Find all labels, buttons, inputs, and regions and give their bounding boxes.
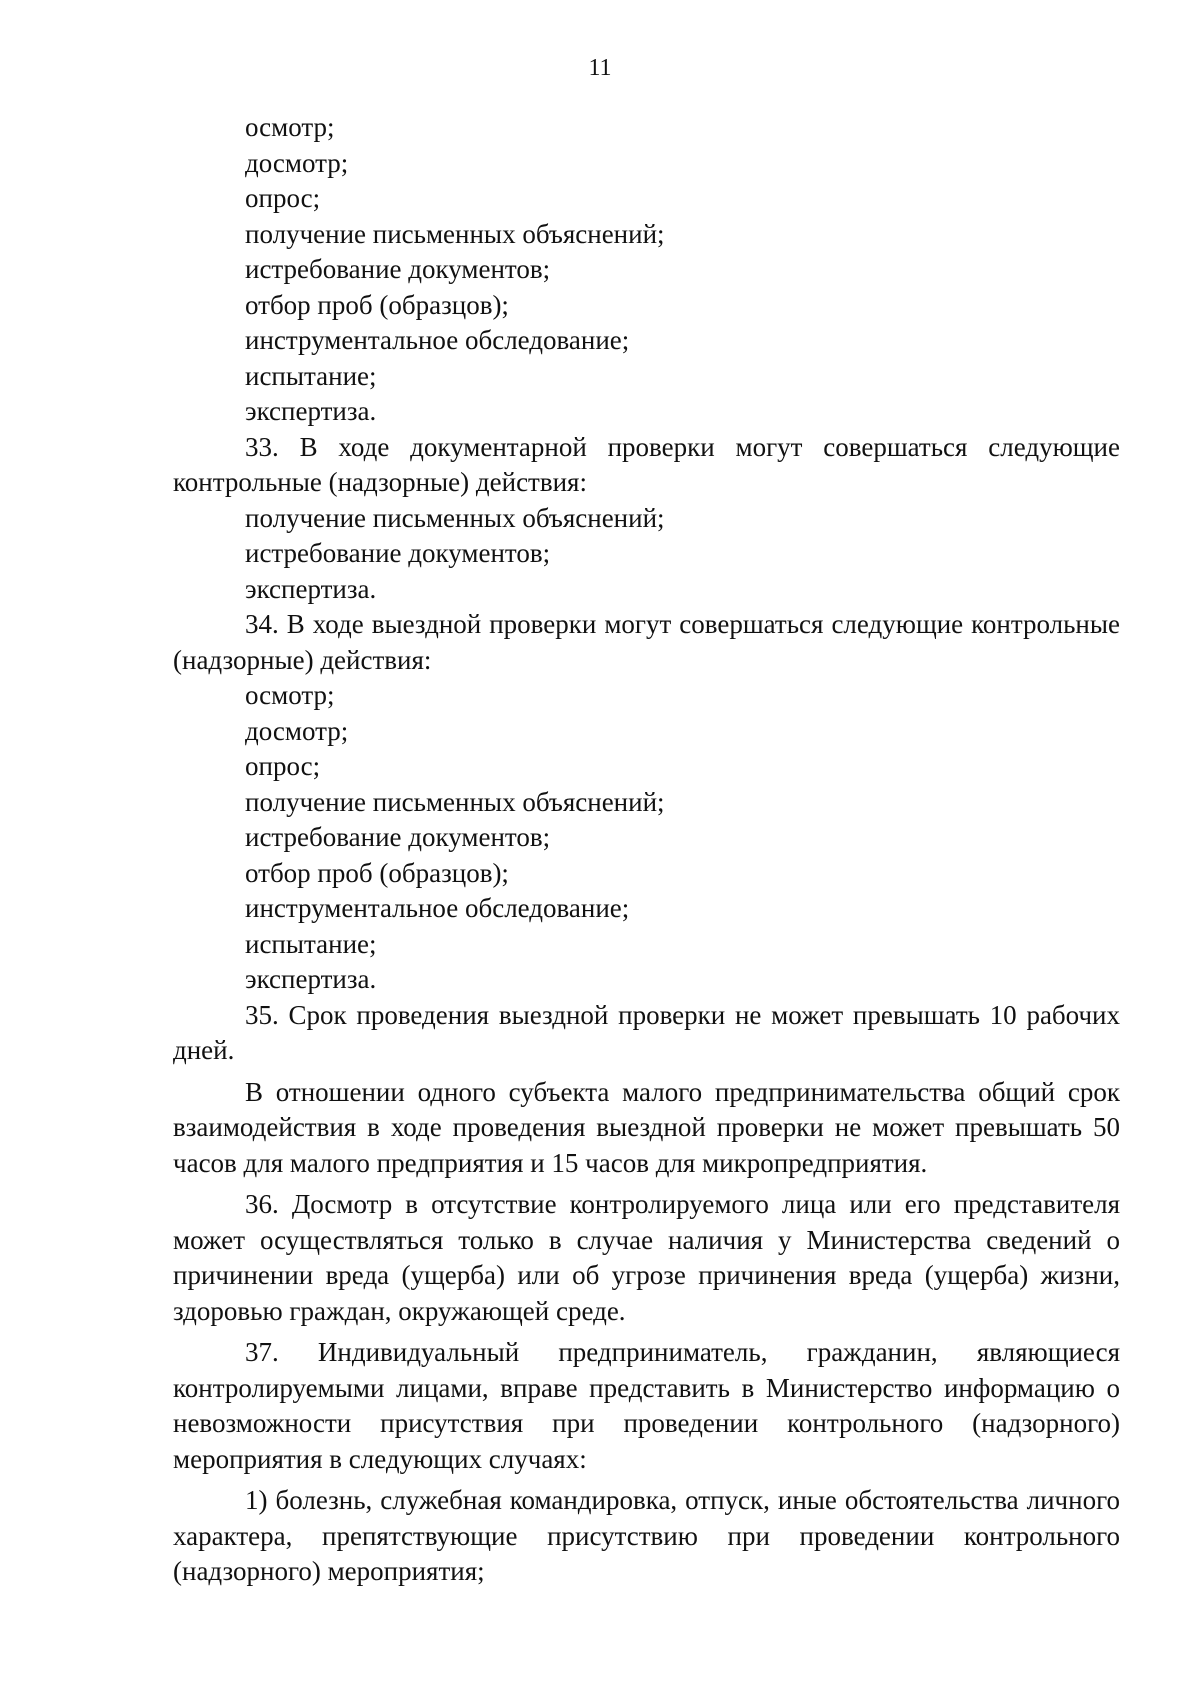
list-item: опрос; [245, 183, 321, 213]
paragraph-37: 37. Индивидуальный предприниматель, гражданин, являющиеся контролируемыми лицами, вправе представить в Министерство информацию о невозможности присутствия при проведении контрольного (надзорного) мероприятия в следующих случаях: [173, 1337, 1120, 1474]
action-list-documentary [173, 501, 1120, 608]
list-item: истребование документов; [245, 538, 551, 568]
list-item: истребование документов; [245, 254, 551, 284]
action-list-general [173, 110, 1120, 430]
list-item: инструментальное обследование; [245, 325, 630, 355]
page-number: 11 [588, 55, 612, 81]
paragraph-33: 33. В ходе документарной проверки могут совершаться следующие контрольные (надзорные) действия: [173, 431, 1120, 497]
paragraph-37-subitem-1: 1) болезнь, служебная командировка, отпуск, иные обстоятельства личного характера, препятствующие присутствию при проведении контрольного (надзорного) мероприятия; [173, 1485, 1120, 1586]
list-item: отбор проб (образцов); [245, 857, 509, 888]
action-list-onsite [173, 678, 1120, 998]
list-item: осмотр; [245, 112, 335, 142]
list-item: досмотр; [245, 147, 349, 178]
paragraph-35-continuation: В отношении одного субъекта малого предпринимательства общий срок взаимодействия в ходе проведения выездной проверки не может превышать 50 часов для малого предприятия и 15 часов для микропредприятия. [173, 1076, 1120, 1178]
list-item: отбор проб (образцов); [245, 289, 509, 320]
list-item: экспертиза. [245, 573, 377, 604]
list-item: получение письменных объяснений; [245, 786, 665, 817]
paragraph-35: 35. Срок проведения выездной проверки не может превышать 10 рабочих дней. [173, 999, 1120, 1065]
paragraph-34: 34. В ходе выездной проверки могут совершаться следующие контрольные (надзорные) действия: [173, 609, 1120, 675]
list-item: истребование документов; [245, 822, 551, 852]
list-item: получение письменных объяснений; [245, 502, 665, 533]
document-body [173, 110, 1120, 1590]
list-item: досмотр; [245, 715, 349, 746]
list-item: экспертиза. [245, 964, 377, 994]
paragraph-36: 36. Досмотр в отсутствие контролируемого лица или его представителя может осуществляться только в случае наличия у Министерства сведений о причинении вреда (ущерба) или об угрозе причинения вреда (ущерба) жизни, здоровью граждан, окружающей среде. [173, 1189, 1120, 1326]
list-item: испытание; [245, 928, 377, 959]
list-item: экспертиза. [245, 396, 377, 426]
list-item: опрос; [245, 751, 321, 781]
list-item: осмотр; [245, 680, 335, 710]
list-item: испытание; [245, 360, 377, 391]
list-item: инструментальное обследование; [245, 893, 630, 923]
list-item: получение письменных объяснений; [245, 218, 665, 249]
